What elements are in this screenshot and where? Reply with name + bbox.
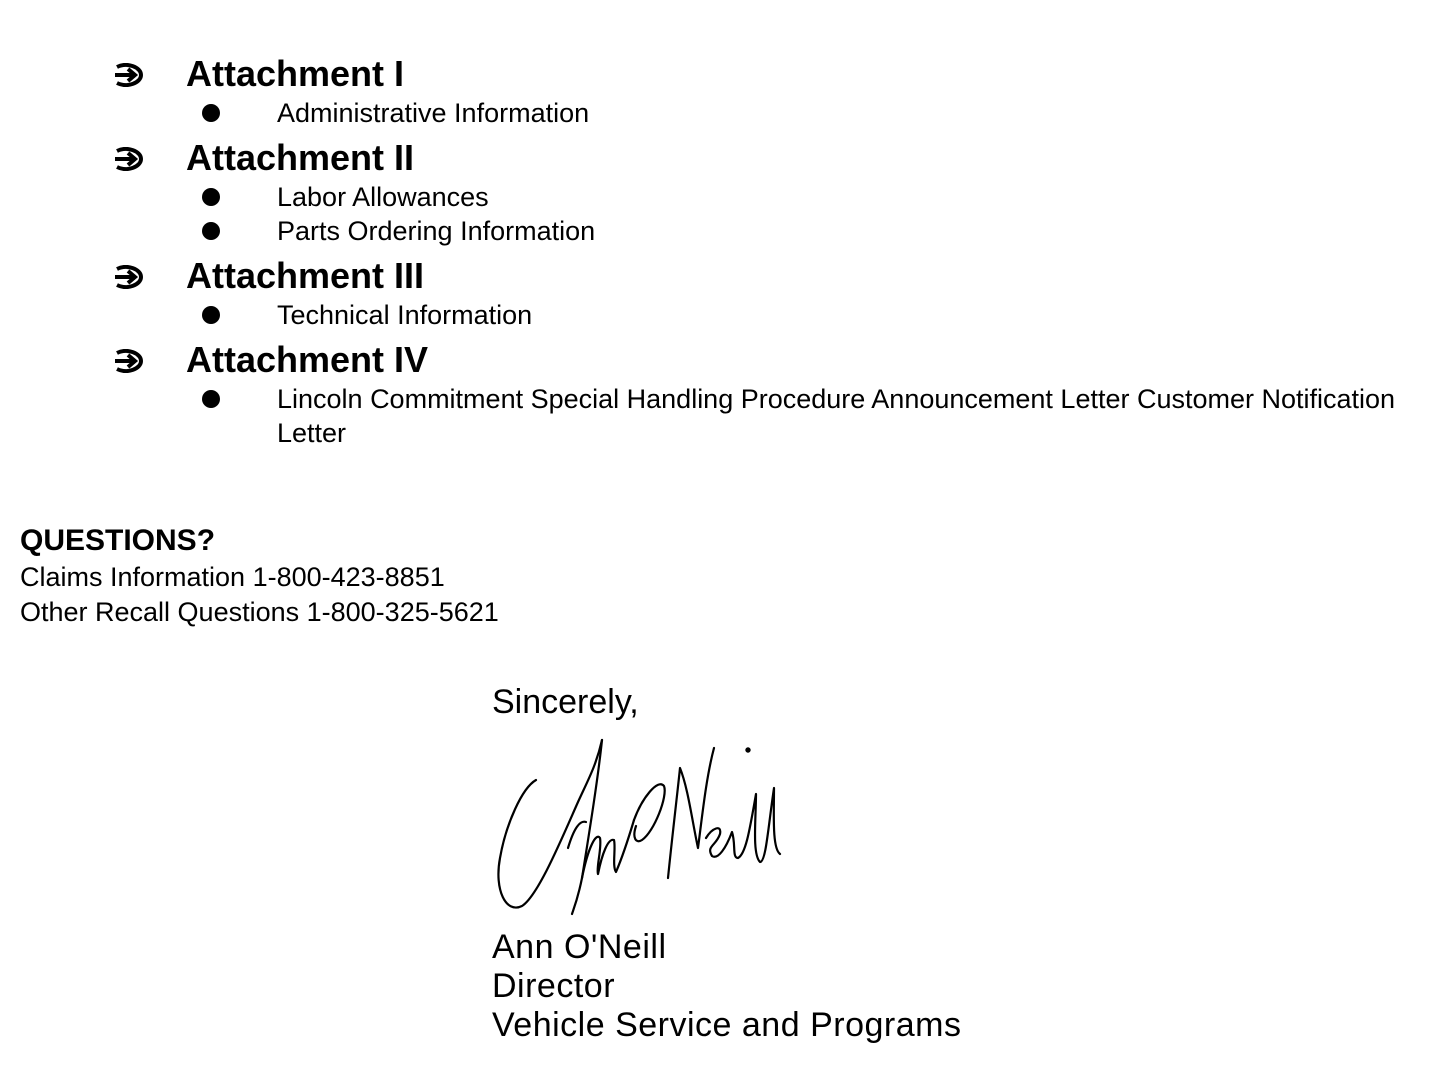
handwritten-signature-icon xyxy=(492,728,792,928)
attachment-block xyxy=(0,338,1440,456)
attachment-item xyxy=(0,298,1407,332)
attachment-block xyxy=(0,136,1440,254)
attachment-items xyxy=(0,298,1440,338)
attachment-heading xyxy=(0,52,1440,96)
circled-arrow-icon xyxy=(113,63,143,87)
bullet-icon xyxy=(202,222,220,240)
attachment-heading xyxy=(0,136,1440,180)
closing-block xyxy=(492,680,1292,1045)
bullet-icon xyxy=(202,104,220,122)
signer-name: Ann O'Neill xyxy=(492,928,667,966)
attachment-title: Attachment III xyxy=(186,255,425,296)
circled-arrow-icon xyxy=(113,265,143,289)
attachment-items xyxy=(0,382,1440,456)
attachment-item-label: Parts Ordering Information xyxy=(277,216,596,246)
signer-title: Director xyxy=(492,967,616,1005)
attachments-list xyxy=(0,52,1440,456)
questions-heading: QUESTIONS? xyxy=(20,524,216,557)
attachment-item-label: Administrative Information xyxy=(277,98,590,128)
attachment-item-label: Technical Information xyxy=(277,300,533,330)
attachment-title: Attachment IV xyxy=(186,339,429,380)
recall-questions-line: Other Recall Questions 1-800-325-5621 xyxy=(20,597,499,627)
attachment-block xyxy=(0,52,1440,136)
salutation: Sincerely, xyxy=(492,683,639,721)
attachment-item-label: Lincoln Commitment Special Handling Procedure Announcement Letter Customer Notification Letter xyxy=(277,384,1396,448)
attachment-title: Attachment II xyxy=(186,137,415,178)
bullet-icon xyxy=(202,188,220,206)
attachment-title: Attachment I xyxy=(186,53,405,94)
bullet-icon xyxy=(202,306,220,324)
attachment-heading xyxy=(0,254,1440,298)
attachment-block xyxy=(0,254,1440,338)
attachment-item xyxy=(0,214,1407,248)
attachment-item xyxy=(0,180,1407,214)
circled-arrow-icon xyxy=(113,147,143,171)
bullet-icon xyxy=(202,390,220,408)
circled-arrow-icon xyxy=(113,349,143,373)
attachment-heading xyxy=(0,338,1440,382)
signer-department: Vehicle Service and Programs xyxy=(492,1006,962,1044)
attachment-item xyxy=(0,382,1407,450)
questions-section xyxy=(20,522,920,630)
attachment-items xyxy=(0,180,1440,254)
claims-info-line: Claims Information 1-800-423-8851 xyxy=(20,562,445,592)
attachment-items xyxy=(0,96,1440,136)
signature-image xyxy=(492,728,792,928)
attachment-item-label: Labor Allowances xyxy=(277,182,489,212)
attachment-item xyxy=(0,96,1407,130)
